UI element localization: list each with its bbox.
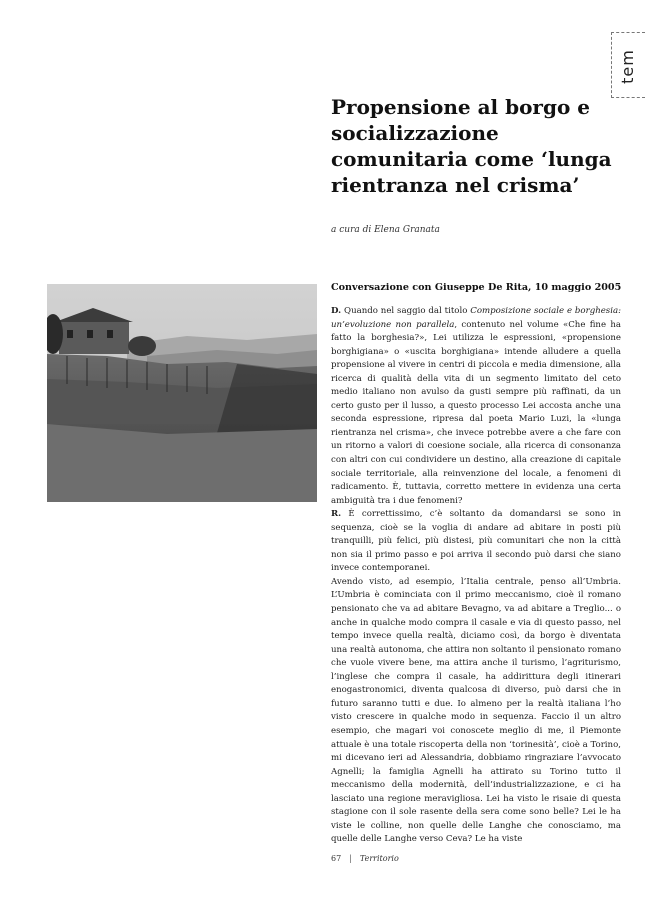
article-body bbox=[331, 305, 621, 847]
page-number: 67 bbox=[331, 854, 342, 863]
conversation-heading: Conversazione con Giuseppe De Rita, 10 maggio 2005 bbox=[331, 282, 622, 293]
footer-separator: | bbox=[349, 854, 352, 863]
answer-paragraph-2: Avendo visto, ad esempio, l’Italia centrale, penso all’Umbria. L’Umbria è cominciata con il primo meccanismo, cioè il romano pensionato che va ad abitare Bevagno, va ad abitare a Treglio... o anche in qualche modo compra il casale e via di questo passo, nel tempo invece quella realtà, diciamo così, da borgo è diventata una realtà autonoma, che attira non soltanto il pensionato romano che vuole vivere bene, ma attira anche il turismo, l’agriturismo, l’inglese che compra il casale, ha addirittura degli itinerari enogastronomici, diventa qualcosa di diverso, può darsi che in futuro saranno tutti e due. Io almeno per la realtà italiana l’ho visto crescere in qualche modo in sequenza. Faccio il un altro esempio, che magari voi conoscete meglio di me, il Piemonte attuale è una totale riscoperta della non ‘torinesità’, cioè a Torino, mi dicevano ieri ad Alessandria, dobbiamo ringraziare l’avvocato Agnelli; la famiglia Agnelli ha attirato su Torino tutto il meccanismo della modernità, dell’industrializzazione, e ci ha lasciato una regione meravigliosa. Lei ha visto le risaie di questa stagione con il sole rasente della sera come sono belle? Lei le ha viste le colline, non quelle delle Langhe che conosciamo, ma quelle delle Langhe verso Ceva? Le ha viste bbox=[331, 576, 621, 845]
landscape-photo bbox=[47, 284, 317, 502]
section-name: Territorio bbox=[359, 854, 399, 863]
question-paragraph bbox=[331, 305, 621, 508]
side-tab-label: tem bbox=[617, 48, 637, 84]
question-label: D. bbox=[331, 306, 342, 316]
answer-text-1: È correttissimo, c’è soltanto da domandarsi se sono in sequenza, cioè se la voglia di andare ad abitare in posti più tranquilli, più felici, più distesi, più comunitari che non la città non sia il primo passo e poi arriva il secondo può darsi che siano invece contemporanei. bbox=[331, 509, 621, 574]
question-text-2: , contenuto nel volume «Che fine ha fatto la borghesia?», Lei utilizza le espressioni, «propensione borghigiana» o «uscita borghigiana» intende alludere a quella propensione al vivere in centri di piccola e media dimensione, alla ricerca di qualità della vita di un segmento limitato del ceto medio italiano non avulso da gusti sempre più raffinati, da un certo gusto per il lusso, a questo processo Lei accosta anche una seconda espressione, ripresa dal poeta Mario Luzi, la «lunga rientranza nel crisma», che invece potrebbe avere a che fare con un ritorno a valori di coesione sociale, alla ricerca di consonanza con altri con cui condividere un destino, alla creazione di capitale sociale territoriale, alla reinvenzione del locale, a fenomeni di radicamento. È, tuttavia, corretto mettere in evidenza una certa ambiguità tra i due fenomeni? bbox=[331, 319, 621, 506]
page-footer bbox=[331, 854, 399, 863]
answer-paragraph bbox=[331, 508, 621, 576]
question-text-1: Quando nel saggio dal titolo bbox=[341, 306, 471, 316]
essay-title: Composizione sociale e borghesia: un’evoluzione non parallela bbox=[331, 306, 621, 330]
answer-label: R. bbox=[331, 509, 342, 520]
article-byline: a cura di Elena Granata bbox=[331, 225, 440, 235]
article-title: Propensione al borgo e socializzazione comunitaria come ‘lunga rientranza nel crisma’ bbox=[331, 95, 612, 197]
side-tab bbox=[614, 40, 640, 92]
